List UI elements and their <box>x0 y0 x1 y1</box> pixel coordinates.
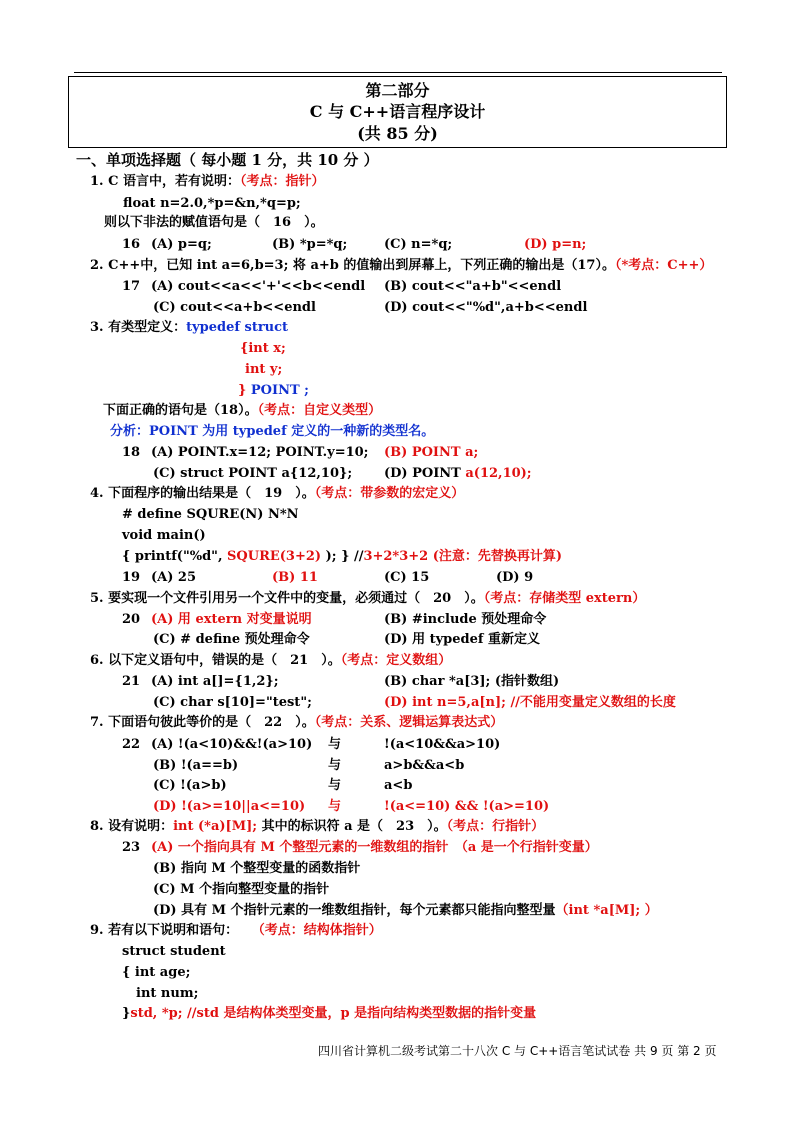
q2-option-b: (B) cout<<"a+b"<<endl <box>384 279 562 294</box>
top-rule <box>74 72 722 73</box>
q7-option-b-right: a>b&&a<b <box>384 758 465 773</box>
q7-tag: （考点：关系、逻辑运算表达式） <box>314 715 504 730</box>
q4-code-main: void main() <box>122 528 206 543</box>
q7-option-a-left: (A) !(a<10)&&!(a>10) <box>151 737 313 752</box>
q5-option-b: (B) #include 预处理命令 <box>384 612 547 627</box>
q1-code: float n=2.0,*p=&n,*q=p; <box>123 196 301 211</box>
q5-stem: 5. 要实现一个文件引用另一个文件中的变量，必须通过（ 20 ）。（考点：存储类型 extern） <box>90 591 646 606</box>
q9-tag: （考点：结构体指针） <box>251 923 382 938</box>
q1-option-b: (B) *p=*q; <box>272 237 348 252</box>
q7-option-b-left: (B) !(a==b) <box>153 758 239 773</box>
q4-tag: （考点：带参数的宏定义） <box>314 486 465 501</box>
q6-number: 21 <box>122 674 141 689</box>
page-footer: 四川省计算机二级考试第二十八次 C 与 C++语言笔试试卷 共 9 页 第 2 页 <box>318 1044 717 1058</box>
q8-option-d: (D) 具有 M 个指针元素的一维数组指针，每个元素都只能指向整型量（int *a[M]; ） <box>153 903 658 918</box>
q6-option-a: (A) int a[]={1,2}; <box>151 674 279 689</box>
q1-ask: 则以下非法的赋值语句是（ 16 ）。 <box>104 215 324 230</box>
q5-option-d: (D) 用 typedef 重新定义 <box>384 632 541 647</box>
q9-code-struct: struct student <box>122 944 226 959</box>
q1-option-c: (C) n=*q; <box>384 237 453 252</box>
q8-tag: （考点：行指针） <box>446 819 545 834</box>
q3-stem: 3. 有类型定义：typedef struct <box>90 320 289 335</box>
q2-option-d: (D) cout<<"%d",a+b<<endl <box>384 300 588 315</box>
q3-analysis: 分析：POINT 为用 typedef 定义的一种新的类型名。 <box>110 424 435 439</box>
q4-stem: 4. 下面程序的输出结果是（ 19 ）。（考点：带参数的宏定义） <box>90 486 465 501</box>
q3-option-c: (C) struct POINT a{12,10}; <box>153 466 353 481</box>
q7-stem: 7. 下面语句彼此等价的是（ 22 ）。（考点：关系、逻辑运算表达式） <box>90 715 504 730</box>
q4-option-b: (B) 11 <box>272 570 318 585</box>
q5-tag: （考点：存储类型 extern） <box>483 591 646 606</box>
q2-number: 17 <box>122 279 141 294</box>
q9-code-age: { int age; <box>122 965 191 980</box>
subject-title: C 与 C++语言程序设计 <box>309 102 486 121</box>
q7-option-c-right: a<b <box>384 778 413 793</box>
q3-code-end: } POINT ; <box>238 383 309 398</box>
q6-option-b: (B) char *a[3]; (指针数组) <box>384 674 560 689</box>
q8-stem: 8. 设有说明：int (*a)[M]; 其中的标识符 a 是（ 23 ）。（考点：行指针） <box>90 819 545 834</box>
q7-number: 22 <box>122 737 141 752</box>
q2-tag: （*考点：C++） <box>614 258 713 273</box>
q7-option-d-with: 与 <box>328 799 342 814</box>
q4-number: 19 <box>122 570 141 585</box>
q7-option-d-left: (D) !(a>=10||a<=10) <box>153 799 306 814</box>
q6-tag: （考点：定义数组） <box>340 653 452 668</box>
q4-option-d: (D) 9 <box>496 570 534 585</box>
q5-option-c: (C) # define 预处理命令 <box>153 632 310 647</box>
q3-ask: 下面正确的语句是（18）。（考点：自定义类型） <box>103 403 382 418</box>
q3-code-field-y: int y; <box>245 362 283 377</box>
q6-option-c: (C) char s[10]="test"; <box>153 695 312 710</box>
q1-option-a: (A) p=q; <box>151 237 212 252</box>
section-title: 一、单项选择题（ 每小题 1 分，共 10 分 ） <box>76 151 379 169</box>
q5-option-a: (A) 用 extern 对变量说明 <box>151 612 312 627</box>
q2-stem: 2. C++中，已知 int a=6,b=3; 将 a+b 的值输出到屏幕上，下列正确的输出是（17）。（*考点：C++） <box>90 258 713 273</box>
q6-stem: 6. 以下定义语句中，错误的是（ 21 ）。（考点：定义数组） <box>90 653 452 668</box>
q8-option-c: (C) M 个指向整型变量的指针 <box>153 882 330 897</box>
points-note: (共 85 分) <box>357 124 438 143</box>
q3-tag: （考点：自定义类型） <box>257 403 382 418</box>
q7-option-a-right: !(a<10&&a>10) <box>384 737 501 752</box>
q1-number: 16 <box>122 237 141 252</box>
q8-option-a: (A) 一个指向具有 M 个整型元素的一维数组的指针 （a 是一个行指针变量） <box>151 840 598 855</box>
q7-option-b-with: 与 <box>328 758 342 773</box>
q2-option-a: (A) cout<<a<<'+'<<b<<endl <box>151 279 366 294</box>
q7-option-c-left: (C) !(a>b) <box>153 778 227 793</box>
q9-code-num: int num; <box>136 986 199 1001</box>
q6-option-d: (D) int n=5,a[n]; //不能用变量定义数组的长度 <box>384 695 676 710</box>
q9-code-vars: }std, *p; //std 是结构体类型变量，p 是指向结构类型数据的指针变量 <box>122 1006 537 1021</box>
q9-stem: 9. 若有以下说明和语句： （考点：结构体指针） <box>90 923 382 938</box>
q3-code-field-x: {int x; <box>240 341 286 356</box>
q3-code-typedef: typedef struct <box>186 320 289 335</box>
q2-option-c: (C) cout<<a+b<<endl <box>153 300 316 315</box>
q8-option-b: (B) 指向 M 个整型变量的函数指针 <box>153 861 361 876</box>
q7-option-c-with: 与 <box>328 778 342 793</box>
q3-option-a: (A) POINT.x=12; POINT.y=10; <box>151 445 369 460</box>
q3-option-d: (D) POINT a(12,10); <box>384 466 532 481</box>
q3-number: 18 <box>122 445 141 460</box>
q4-option-c: (C) 15 <box>384 570 430 585</box>
q1-tag: （考点：指针） <box>239 174 325 189</box>
q1-stem: 1. C 语言中，若有说明：（考点：指针） <box>90 174 325 189</box>
q4-code-define: # define SQURE(N) N*N <box>122 507 299 522</box>
part-title: 第二部分 <box>365 81 430 100</box>
q7-option-d-right: !(a<=10) && !(a>=10) <box>384 799 550 814</box>
q4-code-printf: { printf("%d", SQURE(3+2) ); } //3+2*3+2 (注意：先替换再计算) <box>122 549 563 564</box>
q5-number: 20 <box>122 612 141 627</box>
q1-option-d: (D) p=n; <box>524 237 587 252</box>
q7-option-a-with: 与 <box>328 737 342 752</box>
q8-number: 23 <box>122 840 141 855</box>
q4-option-a: (A) 25 <box>151 570 197 585</box>
part-header-box <box>68 76 727 148</box>
q3-option-b: (B) POINT a; <box>384 445 479 460</box>
